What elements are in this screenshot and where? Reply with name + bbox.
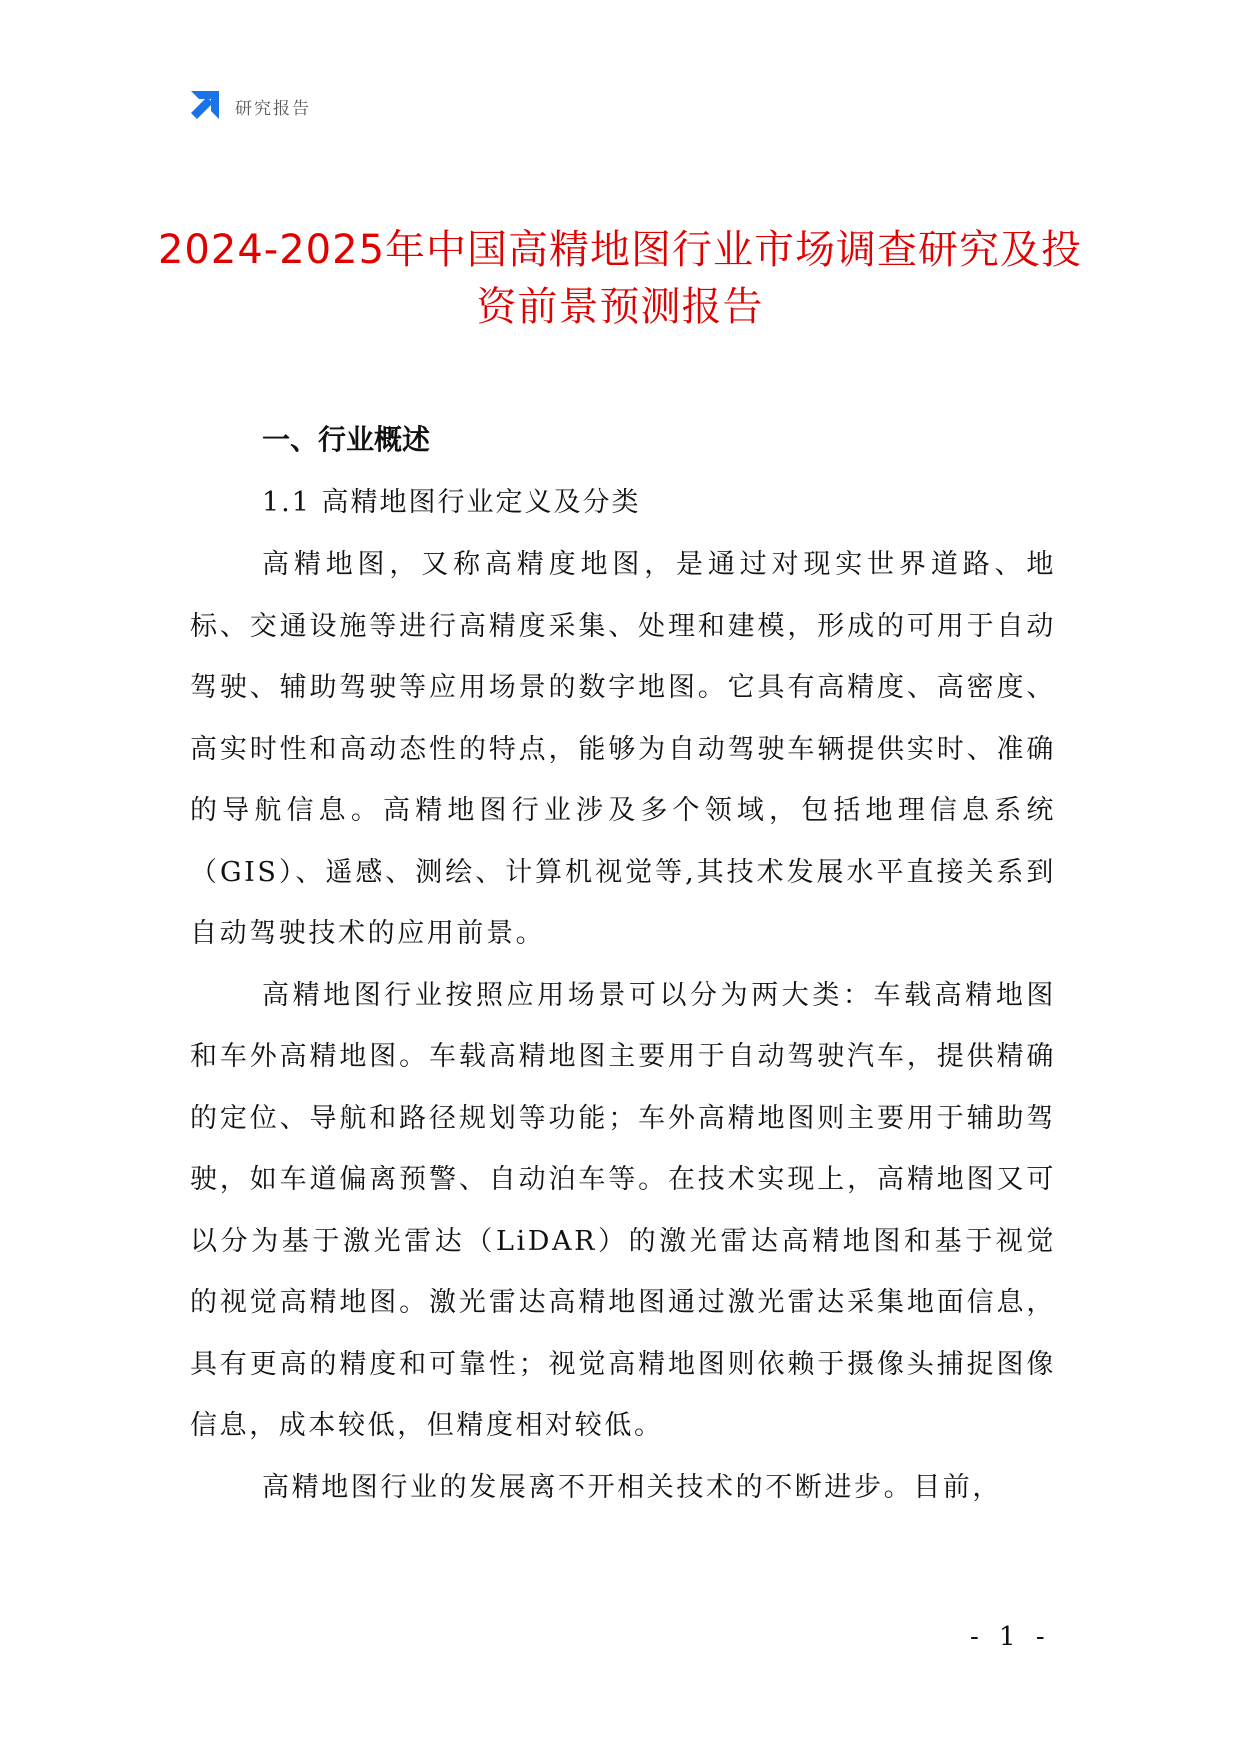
subsection-heading: 1.1 高精地图行业定义及分类	[262, 487, 641, 518]
paragraph: 高精地图行业的发展离不开相关技术的不断进步。目前，	[262, 1471, 1002, 1503]
paragraph: 高精地图，又称高精度地图，是通过对现实世界道路、地标、交通设施等进行高精度采集、处理和建模，形成的可用于自动驾驶、辅助驾驶等应用场景的数字地图。它具有高精度、高密度、高实时性和高动态性的特点，能够为自动驾驶车辆提供实时、准确的导航信息。高精地图行业涉及多个领域，包括地理信息系统（GIS）、遥感、测绘、计算机视觉等,其技术发展水平直接关系到自动驾驶技术的应用前景。	[190, 549, 1056, 949]
arrow-up-right-icon	[187, 89, 221, 123]
header-label: 研究报告	[235, 98, 311, 119]
document-title: 2024-2025年中国高精地图行业市场调查研究及投资前景预测报告	[157, 227, 1083, 330]
report-header	[187, 89, 311, 123]
paragraph: 高精地图行业按照应用场景可以分为两大类：车载高精地图和车外高精地图。车载高精地图主要用于自动驾驶汽车，提供精确的定位、导航和路径规划等功能；车外高精地图则主要用于辅助驾驶，如车道偏离预警、自动泊车等。在技术实现上，高精地图又可以分为基于激光雷达（LiDAR）的激光雷达高精地图和基于视觉的视觉高精地图。激光雷达高精地图通过激光雷达采集地面信息，具有更高的精度和可靠性；视觉高精地图则依赖于摄像头捕捉图像信息，成本较低，但精度相对较低。	[190, 979, 1056, 1441]
section-heading: 一、行业概述	[262, 423, 431, 456]
page-number: - 1 -	[970, 1622, 1051, 1652]
body-text	[190, 534, 1056, 1518]
